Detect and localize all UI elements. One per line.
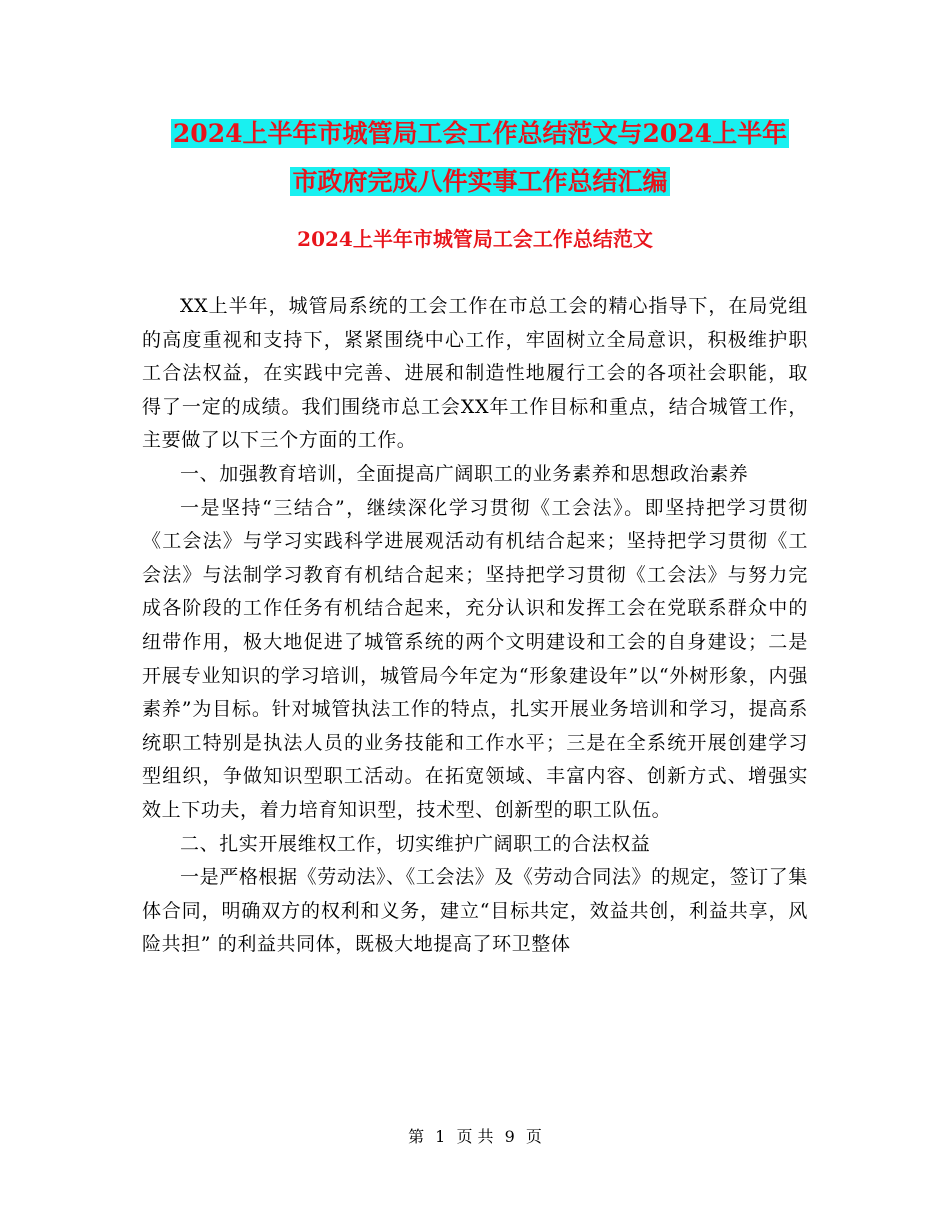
heading-two: 二、扎实开展维权工作，切实维护广阔职工的合法权益	[180, 832, 651, 855]
footer-middle: 页 共	[456, 1127, 494, 1146]
title-line-2-text: 市政府完成八件实事工作总结汇编	[292, 167, 668, 196]
title-line-2	[140, 158, 820, 206]
document-body	[142, 290, 808, 962]
title-line-1	[140, 110, 820, 158]
section-title: 2024上半年市城管局工会工作总结范文	[297, 227, 653, 251]
heading-one: 一、加强教育培训，全面提高广阔职工的业务素养和思想政治素养	[180, 462, 749, 485]
paragraph-intro: XX上半年，城管局系统的工会工作在市总工会的精心指导下，在局党组的高度重视和支持下，紧紧围绕中心工作，牢固树立全局意识，积极维护职工合法权益，在实践中完善、进展和制造性地履行工会的各项社会职能，取得了一定的成绩。我们围绕市总工会XX年工作目标和重点，结合城管工作，主要做了以下三个方面的工作。	[142, 295, 808, 452]
document-title	[140, 110, 820, 206]
paragraph-two: 一是严格根据《劳动法》、《工会法》及《劳动合同法》的规定，签订了集体合同，明确双方的权利和义务，建立“目标共定，效益共创，利益共享，风险共担” 的利益共同体，既极大地提高了环卫整体	[142, 866, 808, 956]
title-line-1-text: 2024上半年市城管局工会工作总结范文与2024上半年	[172, 119, 788, 148]
footer-suffix: 页	[525, 1127, 542, 1146]
page-footer	[0, 1125, 950, 1149]
paragraph-one: 一是坚持“三结合”，继续深化学习贯彻《工会法》。即坚持把学习贯彻《工会法》与学习实践科学进展观活动有机结合起来；坚持把学习贯彻《工会法》与法制学习教育有机结合起来；坚持把学习贯彻《工会法》与努力完成各阶段的工作任务有机结合起来，充分认识和发挥工会在党联系群众中的纽带作用，极大地促进了城管系统的两个文明建设和工会的自身建设；二是开展专业知识的学习培训，城管局今年定为“形象建设年”以“外树形象，内强素养”为目标。针对城管执法工作的特点，扎实开展业务培训和学习，提高系统职工特别是执法人员的业务技能和工作水平；三是在全系统开展创建学习型组织，争做知识型职工活动。在拓宽领域、丰富内容、创新方式、增强实效上下功夫，着力培育知识型，技术型、创新型的职工队伍。	[142, 496, 808, 821]
footer-prefix: 第	[408, 1127, 425, 1146]
footer-total-pages: 9	[504, 1127, 515, 1146]
footer-current-page: 1	[435, 1127, 446, 1146]
